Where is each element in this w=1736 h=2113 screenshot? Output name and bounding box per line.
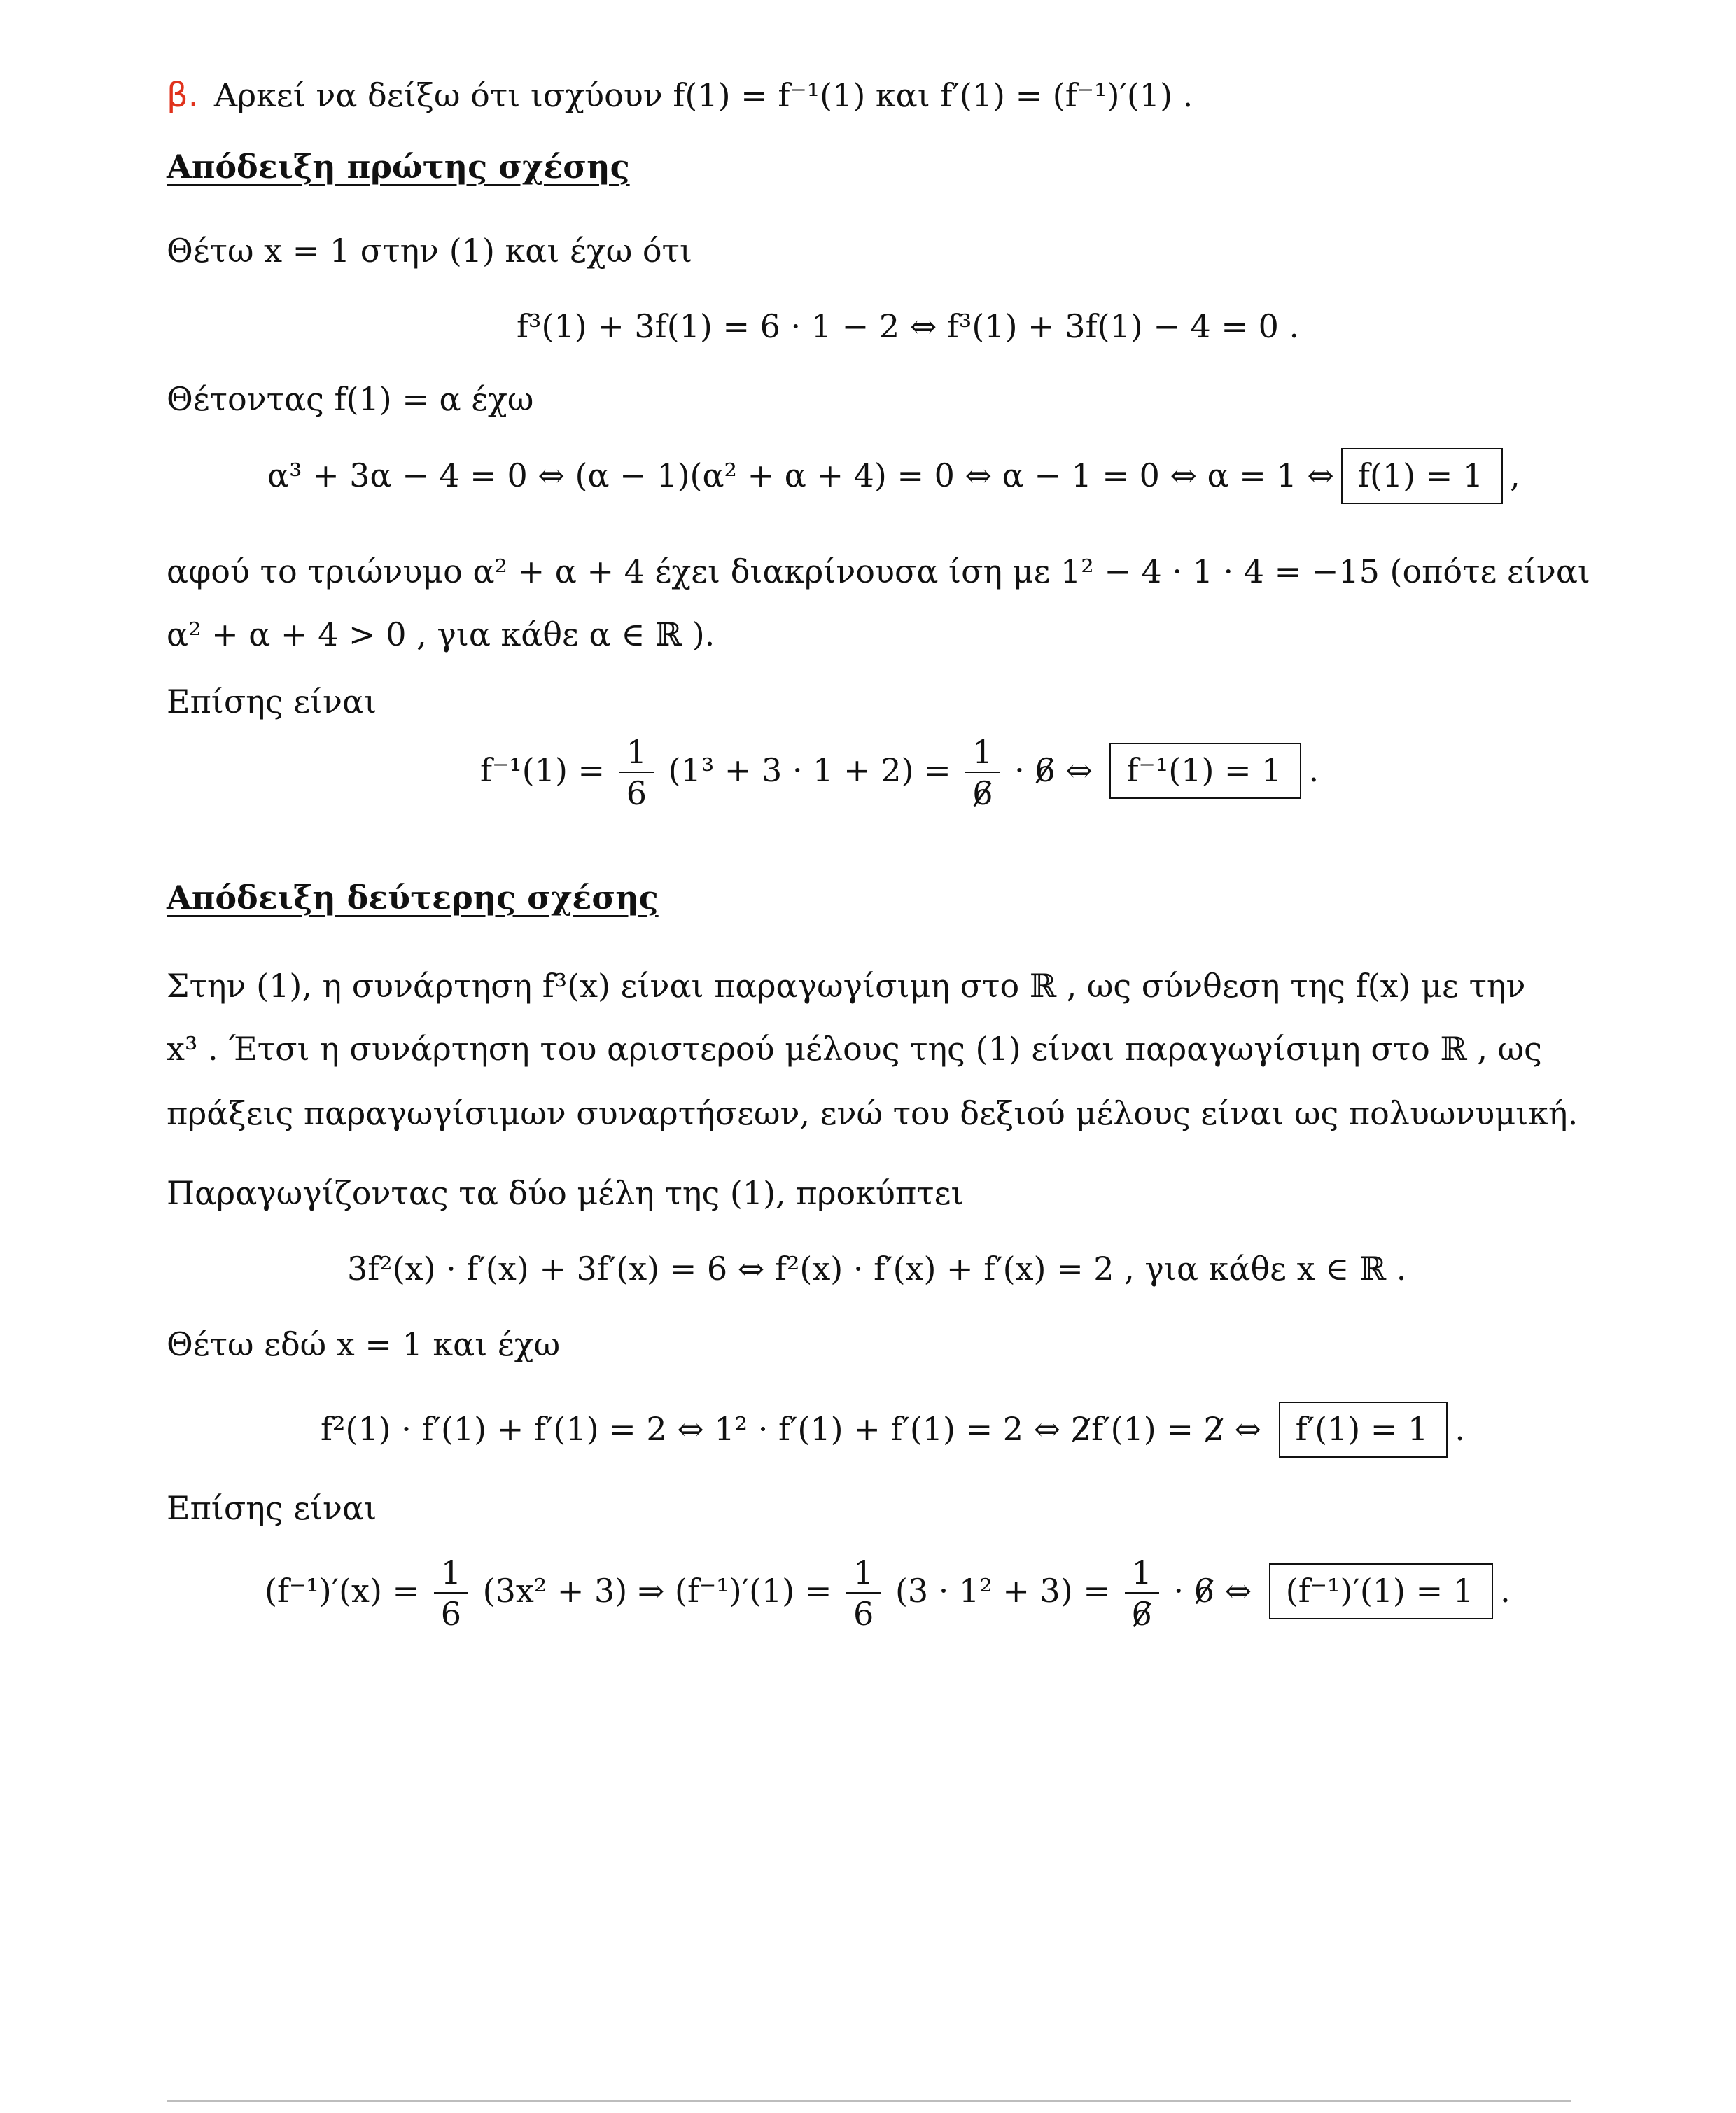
para-derivative-line-1: Στην (1), η συνάρτηση f³(x) είναι παραγωγίσιμη στο ℝ , ως σύνθεση της f(x) με την [167, 967, 1526, 1005]
cancelled-six: 6 [1194, 1570, 1214, 1612]
part-beta-line [167, 74, 1193, 116]
fraction-numerator: 1 [1125, 1553, 1159, 1594]
iff-symbol: ⇔ [1224, 1572, 1252, 1610]
heading-first-proof: Απόδειξη πρώτης σχέσης [167, 148, 630, 186]
cancelled-six: 6 [972, 774, 993, 812]
eq-last-lhs: (f⁻¹)′(x) = [265, 1572, 420, 1610]
fraction-denominator: 6 [440, 1595, 461, 1633]
fraction-numerator: 1 [620, 732, 654, 773]
multiply-dot: · [1014, 751, 1025, 789]
para-set-here: Θέτω εδώ x = 1 και έχω [167, 1325, 561, 1363]
eq-last-mid-2: (3 · 1² + 3) = [895, 1572, 1110, 1610]
equation-alpha-tail: , [1510, 456, 1520, 494]
boxed-result-f1: f(1) = 1 [1341, 448, 1503, 504]
fraction-one-sixth [846, 1553, 881, 1634]
eq-f1-mid: f′(1) = [1091, 1410, 1194, 1448]
fraction-numerator: 1 [965, 732, 1000, 773]
cancelled-six: 6 [1035, 749, 1055, 791]
fraction-one-sixth-cancelled [1125, 1553, 1159, 1634]
para-derivative-line-2: x³ . Έτσι η συνάρτηση του αριστερού μέλους της (1) είναι παραγωγίσιμη στο ℝ , ως [167, 1030, 1542, 1068]
part-beta-text: Αρκεί να δείξω ότι ισχύουν f(1) = f⁻¹(1) και f′(1) = (f⁻¹)′(1) . [214, 76, 1194, 114]
eq-f1-tail: . [1455, 1410, 1465, 1448]
equation-inverse-derivative [265, 1553, 1511, 1634]
iff-symbol: ⇔ [1234, 1410, 1261, 1448]
fraction-numerator: 1 [434, 1553, 468, 1594]
iff-symbol: ⇔ [1065, 751, 1093, 789]
para-also-2: Επίσης είναι [167, 1489, 377, 1527]
fraction-numerator: 1 [846, 1553, 881, 1594]
footer-divider [167, 2100, 1571, 2102]
fraction-denominator: 6 [853, 1595, 874, 1633]
boxed-result-inverse-derivative: (f⁻¹)′(1) = 1 [1269, 1563, 1493, 1619]
equation-alpha-main: α³ + 3α − 4 = 0 ⇔ (α − 1)(α² + α + 4) = 0 ⇔ α − 1 = 0 ⇔ α = 1 ⇔ [267, 456, 1334, 494]
part-marker: β. [167, 76, 199, 115]
equation-differentiated: 3f²(x) · f′(x) + 3f′(x) = 6 ⇔ f²(x) · f′(x) + f′(x) = 2 , για κάθε x ∈ ℝ . [347, 1250, 1407, 1288]
heading-second-proof: Απόδειξη δεύτερης σχέσης [167, 879, 659, 916]
equation-inverse [480, 732, 1319, 814]
cancelled-six: 6 [1131, 1595, 1152, 1633]
fraction-one-sixth-cancelled [965, 732, 1000, 814]
eq-last-tail: . [1500, 1572, 1511, 1610]
boxed-result-inverse: f⁻¹(1) = 1 [1110, 743, 1301, 799]
para-set-x1: Θέτω x = 1 στην (1) και έχω ότι [167, 232, 693, 270]
para-differentiate: Παραγωγίζοντας τα δύο μέλη της (1), προκύπτει [167, 1174, 964, 1212]
eq-inv-lhs: f⁻¹(1) = [480, 751, 606, 789]
eq-last-mid-1: (3x² + 3) ⇒ (f⁻¹)′(1) = [482, 1572, 832, 1610]
eq-f1-main: f²(1) · f′(1) + f′(1) = 2 ⇔ 1² · f′(1) + f′(1) = 2 ⇔ [321, 1410, 1061, 1448]
para-set-alpha: Θέτοντας f(1) = α έχω [167, 380, 534, 418]
fraction-denominator: 6 [626, 774, 647, 812]
boxed-result-f-prime: f′(1) = 1 [1279, 1402, 1448, 1458]
equation-f-prime-1 [321, 1402, 1465, 1458]
equation-inverse-tail: . [1308, 751, 1320, 789]
cancelled-two: 2 [1204, 1408, 1224, 1450]
equation-alpha [267, 448, 1520, 504]
fraction-one-sixth [620, 732, 654, 814]
cancelled-two: 2 [1071, 1408, 1091, 1450]
para-trinomial-line-1: αφού το τριώνυμο α² + α + 4 έχει διακρίνουσα ίση με 1² − 4 · 1 · 4 = −15 (οπότε είναι [167, 552, 1590, 590]
eq-inv-mid: (1³ + 3 · 1 + 2) = [668, 751, 951, 789]
fraction-one-sixth [434, 1553, 468, 1634]
para-derivative-line-3: πράξεις παραγωγίσιμων συναρτήσεων, ενώ του δεξιού μέλους είναι ως πολυωνυμική. [167, 1094, 1578, 1132]
para-also-1: Επίσης είναι [167, 683, 377, 720]
para-trinomial-line-2: α² + α + 4 > 0 , για κάθε α ∈ ℝ ). [167, 615, 715, 653]
equation-cubic: f³(1) + 3f(1) = 6 · 1 − 2 ⇔ f³(1) + 3f(1) − 4 = 0 . [517, 307, 1300, 345]
multiply-dot: · [1173, 1572, 1184, 1610]
